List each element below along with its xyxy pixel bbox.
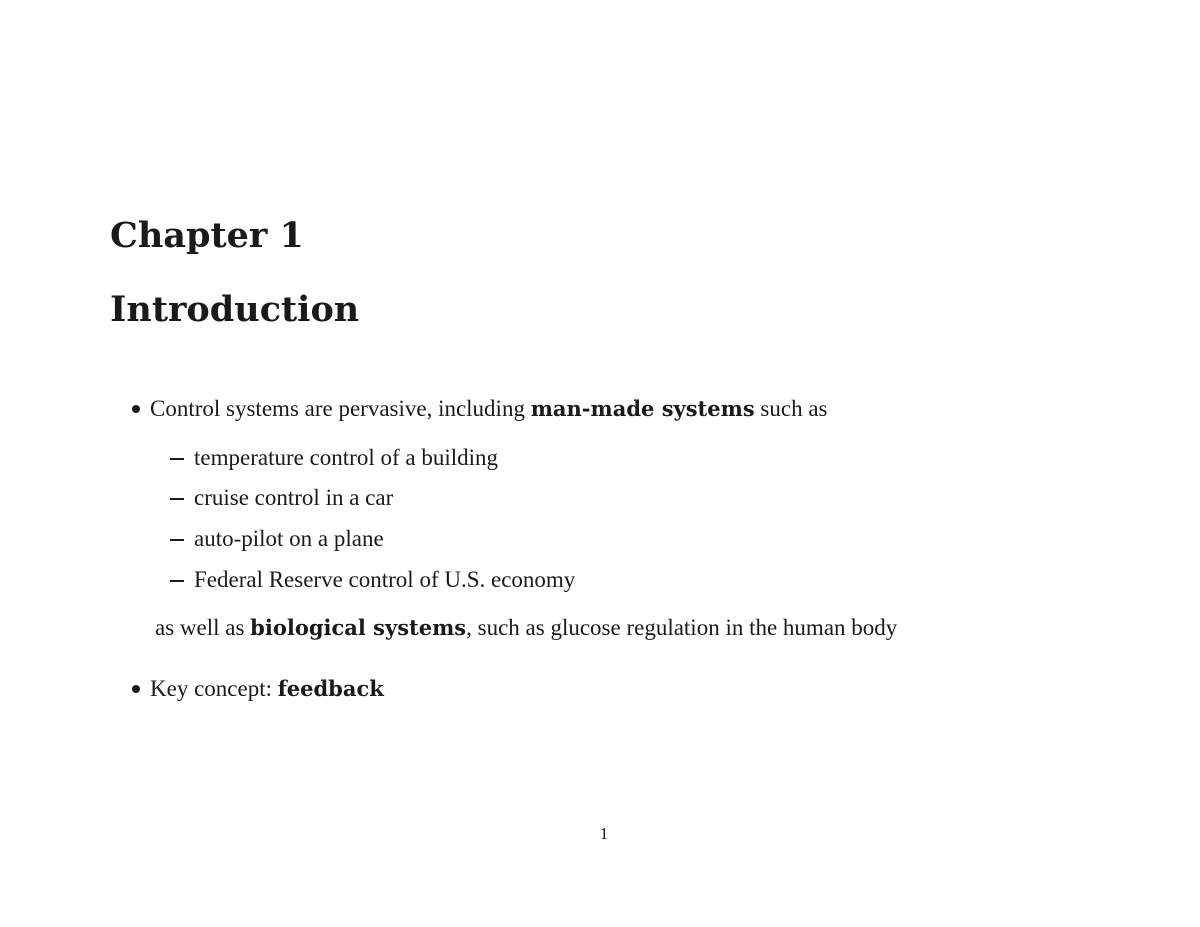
bullet-icon xyxy=(132,405,140,413)
sub-item xyxy=(170,484,393,512)
bullet-item-control-systems xyxy=(132,395,827,423)
bullet-item-key-concept xyxy=(132,675,384,703)
dash-icon xyxy=(170,458,184,460)
sub-item xyxy=(170,525,384,553)
sub-item-text: temperature control of a building xyxy=(194,445,499,470)
bullet-continuation xyxy=(155,614,897,642)
sub-item xyxy=(170,566,575,594)
page-number: 1 xyxy=(599,824,609,843)
continuation-text-emphasis: biological systems xyxy=(250,615,467,640)
bullet-text-emphasis: feedback xyxy=(277,676,384,701)
bullet-text-emphasis: man-made systems xyxy=(530,396,755,421)
sub-item-text: Federal Reserve control of U.S. economy xyxy=(194,567,576,592)
bullet-text-prefix: Key concept: xyxy=(150,676,278,701)
sub-item-text: auto-pilot on a plane xyxy=(194,526,384,551)
continuation-text-suffix: , such as glucose regulation in the human body xyxy=(466,615,898,640)
chapter-title: Introduction xyxy=(110,289,360,330)
sub-item xyxy=(170,444,498,472)
chapter-label: Chapter 1 xyxy=(110,215,304,256)
dash-icon xyxy=(170,580,184,582)
bullet-text-suffix: such as xyxy=(754,396,828,421)
dash-icon xyxy=(170,539,184,541)
dash-icon xyxy=(170,498,184,500)
continuation-text-prefix: as well as xyxy=(155,615,251,640)
bullet-icon xyxy=(132,685,140,693)
bullet-text-prefix: Control systems are pervasive, including xyxy=(150,396,531,421)
sub-item-text: cruise control in a car xyxy=(194,485,394,510)
